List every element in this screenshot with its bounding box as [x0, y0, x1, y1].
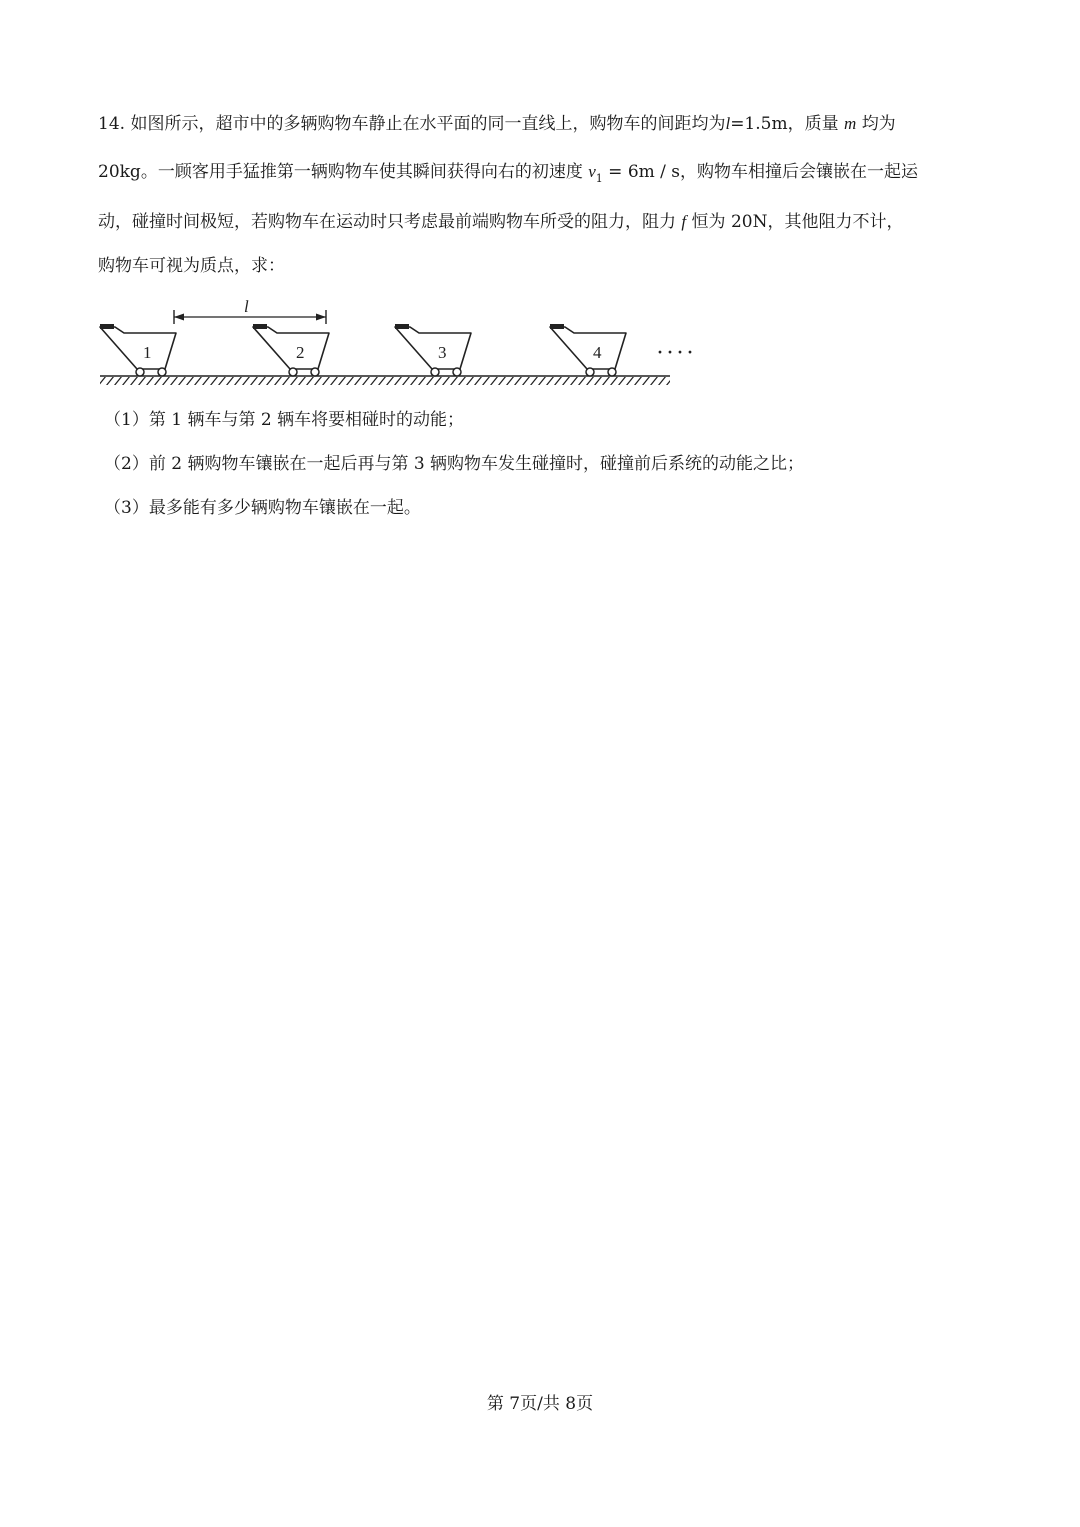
- problem-text: 均为: [861, 114, 896, 134]
- cart-label: 1: [143, 343, 152, 362]
- spacing-label: l: [244, 297, 249, 316]
- problem-line-4: [98, 254, 285, 278]
- problem-text: 购物车可视为质点，求：: [98, 256, 285, 276]
- velocity-value: = 6m / s: [602, 162, 681, 182]
- shopping-carts-diagram: [98, 296, 698, 386]
- variable-v-subscript: 1: [595, 172, 603, 185]
- problem-text: 20kg。一顾客用手猛推第一辆购物车使其瞬间获得向右的初速度: [98, 162, 583, 182]
- problem-text: 如图所示，超市中的多辆购物车静止在水平面的同一直线上，购物车的间距均为: [130, 114, 726, 134]
- question-1: （1）第 1 辆车与第 2 辆车将要相碰时的动能；: [104, 410, 465, 430]
- cart-2: [253, 324, 329, 376]
- variable-m: m: [844, 114, 857, 133]
- cart-1: [100, 324, 176, 376]
- page-footer: 第 7页/共 8页: [486, 1394, 594, 1414]
- problem-line-1: [98, 112, 896, 136]
- question-3: （3）最多能有多少辆购物车镶嵌在一起。: [104, 498, 421, 518]
- cart-4: [550, 324, 626, 376]
- variable-l: l: [725, 114, 731, 133]
- problem-line-3: [98, 210, 903, 234]
- problem-text: 恒为 20N，其他阻力不计，: [691, 212, 904, 232]
- cart-label: 2: [296, 343, 305, 362]
- spacing-dimension: [174, 297, 326, 324]
- problem-text: =1.5m，质量: [730, 114, 839, 134]
- variable-v: v: [588, 162, 596, 181]
- cart-3: [395, 324, 471, 376]
- problem-text: 动，碰撞时间极短，若购物车在运动时只考虑最前端购物车所受的阻力，阻力: [98, 212, 676, 232]
- problem-line-2: [98, 160, 918, 186]
- question-2: （2）前 2 辆购物车镶嵌在一起后再与第 3 辆购物车发生碰撞时，碰撞前后系统的动能之比；: [104, 454, 805, 474]
- ground-hatching: [100, 377, 670, 385]
- problem-number: 14.: [98, 114, 126, 134]
- cart-label: 4: [593, 343, 602, 362]
- variable-f: f: [681, 212, 687, 231]
- problem-text: ，购物车相撞后会镶嵌在一起运: [680, 162, 919, 182]
- ellipsis: ····: [656, 340, 696, 366]
- cart-label: 3: [438, 343, 447, 362]
